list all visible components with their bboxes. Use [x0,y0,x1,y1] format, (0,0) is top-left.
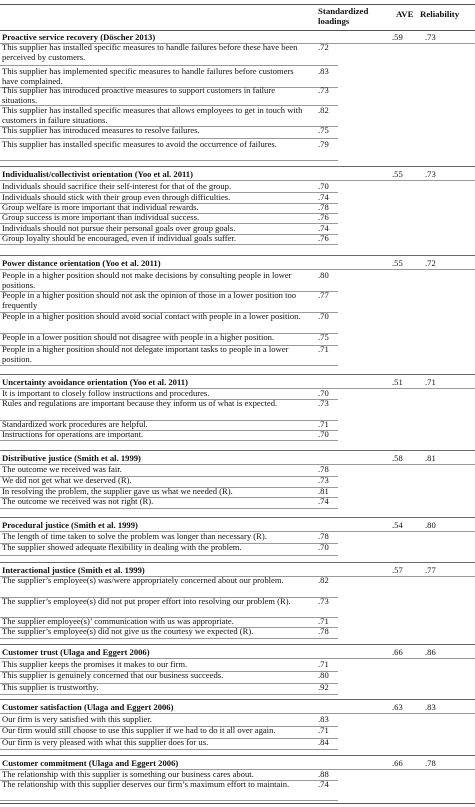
item-rule [0,638,338,639]
construct-ave: .55 [392,169,403,179]
item-loading: .71 [318,616,329,626]
header-bottom-rule [0,30,475,31]
item-loading: .73 [318,596,329,606]
item-loading: .73 [318,475,329,485]
construct-title: Proactive service recovery (Döscher 2013) [2,32,156,42]
item-loading: .71 [318,419,329,429]
section-divider [0,517,475,518]
construct-reliability: .78 [425,758,436,768]
construct-title: Distributive justice (Smith et al. 1999) [2,453,141,463]
item-text: The relationship with this supplier is something our business cares about. [2,769,254,779]
item-text: Our firm would still choose to use this supplier if we had to do it all over again. [2,725,276,735]
item-loading: .70 [318,311,329,321]
section-divider [0,166,475,167]
item-loading: .74 [318,779,329,789]
item-text: Individuals should not pursue their personal goals over group goals. [2,223,236,233]
construct-reliability: .72 [425,258,436,268]
item-text: This supplier keeps the promises it makes to our firm. [2,659,188,669]
item-text: The supplier employee(s)’ communication with us was appropriate. [2,616,234,626]
item-loading: .74 [318,223,329,233]
item-loading: .76 [318,233,329,243]
item-loading: .84 [318,737,329,747]
item-text: The outcome we received was not right (R). [2,496,154,506]
construct-ave: .55 [392,258,403,268]
item-rule [0,365,338,366]
item-loading: .71 [318,659,329,669]
item-text: Group loyalty should be encouraged, even if individual goals suffer. [2,233,236,243]
item-text: Standardized work procedures are helpful. [2,419,148,429]
item-text: The supplier’s employee(s) was/were appropriately concerned about our problem. [2,575,284,585]
item-text: This supplier is trustworthy. [2,682,99,692]
item-text: People in a higher position should not ask the opinion of those in a lower position too frequently [2,290,297,310]
item-loading: .79 [318,139,329,149]
section-divider [0,699,475,700]
item-text: Our firm is very satisfied with this supplier. [2,714,152,724]
item-loading: .70 [318,429,329,439]
construct-reliability: .81 [425,453,436,463]
item-loading: .71 [318,344,329,354]
item-loading: .88 [318,769,329,779]
item-loading: .73 [318,398,329,408]
construct-reliability: .86 [425,647,436,657]
item-text: Group success is more important than individual success. [2,212,200,222]
item-loading: .83 [318,714,329,724]
item-loading: .80 [318,670,329,680]
item-loading: .80 [318,270,329,280]
item-loading: .92 [318,682,329,692]
item-text: Individuals should stick with their group even through difficulties. [2,192,231,202]
item-text: It is important to closely follow instructions and procedures. [2,388,210,398]
item-rule [0,508,338,509]
section-divider [0,562,475,563]
item-loading: .70 [318,542,329,552]
item-text: The relationship with this supplier deserves our firm’s maximum effort to maintain. [2,779,290,789]
construct-reliability: .83 [425,702,436,712]
item-loading: .78 [318,202,329,212]
item-text: Individuals should sacrifice their self-interest for that of the group. [2,181,232,191]
item-loading: .75 [318,332,329,342]
item-loading: .78 [318,464,329,474]
section-divider [0,450,475,451]
item-text: The supplier’s employee(s) did not give us the courtesy we expected (R). [2,626,254,636]
construct-title: Customer satisfaction (Ulaga and Eggert 2006) [2,702,174,712]
item-loading: .75 [318,125,329,135]
item-text: This supplier has implemented specific measures to handle failures before customers have complained. [2,66,294,86]
item-text: Group welfare is more important that individual rewards. [2,202,199,212]
table-bottom-rule [0,803,475,804]
construct-ave: .66 [392,647,403,657]
item-rule [0,800,338,801]
item-text: This supplier has installed specific measures to handle failures before these have been perceived by customers. [2,42,298,62]
construct-ave: .51 [392,377,403,387]
item-loading: .74 [318,496,329,506]
construct-title: Customer trust (Ulaga and Eggert 2006) [2,647,150,657]
item-loading: .74 [318,192,329,202]
item-rule [0,440,338,441]
item-text: People in a higher position should not delegate important tasks to people in a lower position. [2,344,289,364]
item-text: Instructions for operations are important. [2,429,144,439]
item-loading: .76 [318,212,329,222]
item-loading: .72 [318,42,329,52]
item-text: People in a higher position should not make decisions by consulting people in lower positions. [2,270,292,290]
item-loading: .78 [318,531,329,541]
item-text: In resolving the problem, the supplier gave us what we needed (R). [2,486,233,496]
item-text: Our firm is very pleased with what this supplier does for us. [2,737,209,747]
header-loadings: Standardized loadings [318,6,369,26]
item-text: The supplier showed adequate flexibility in dealing with the problem. [2,542,242,552]
item-text: People in a lower position should not disagree with people in a higher position. [2,332,275,342]
item-text: Rules and regulations are important because they inform us of what is expected. [2,398,278,408]
item-text: The supplier’s employee(s) did not put proper effort into resolving our problem (R). [2,596,291,606]
item-text: The length of time taken to solve the problem was longer than necessary (R). [2,531,267,541]
construct-ave: .57 [392,565,403,575]
construct-ave: .66 [392,758,403,768]
item-text: This supplier has introduced measures to resolve failures. [2,125,200,135]
item-loading: .82 [318,575,329,585]
section-divider [0,374,475,375]
section-divider [0,755,475,756]
item-loading: .82 [318,105,329,115]
construct-reliability: .71 [425,377,436,387]
construct-title: Customer commitment (Ulaga and Eggert 2006) [2,758,179,768]
construct-reliability: .73 [425,32,436,42]
item-loading: .70 [318,181,329,191]
construct-reliability: .73 [425,169,436,179]
item-loading: .73 [318,85,329,95]
construct-title: Uncertainty avoidance orientation (Yoo et al. 2011) [2,377,188,387]
item-loading: .70 [318,388,329,398]
item-text: People in a higher position should avoid social contact with people in a lower position. [2,311,301,321]
table-top-rule [0,4,475,5]
construct-title: Interactional justice (Smith et al. 1999) [2,565,145,575]
construct-ave: .59 [392,32,403,42]
section-divider [0,644,475,645]
item-text: This supplier has installed specific measures to avoid the occurrence of failures. [2,139,277,149]
construct-ave: .63 [392,702,403,712]
construct-title: Individualist/collectivist orientation (Yoo et al. 2011) [2,169,193,179]
item-rule [0,749,338,750]
item-text: This supplier is genuinely concerned that our business succeeds. [2,670,224,680]
item-rule [0,694,338,695]
item-loading: .83 [318,66,329,76]
item-loading: .78 [318,626,329,636]
construct-reliability: .77 [425,565,436,575]
header-reliability: Reliability [420,9,460,19]
construct-ave: .54 [392,520,403,530]
item-rule [0,244,338,245]
item-text: We did not get what we deserved (R). [2,475,132,485]
construct-reliability: .80 [425,520,436,530]
header-ave: AVE [396,9,414,19]
item-rule [0,555,338,556]
item-text: The outcome we received was fair. [2,464,122,474]
item-text: This supplier has installed specific measures that allows employees to get in touch with customers in failure situations. [2,105,303,125]
item-rule [0,160,338,161]
item-loading: .77 [318,290,329,300]
item-loading: .71 [318,725,329,735]
section-divider [0,255,475,256]
item-loading: .81 [318,486,329,496]
construct-title: Procedural justice (Smith et al. 1999) [2,520,138,530]
item-text: This supplier has introduced proactive measures to support customers in failure situations. [2,85,276,105]
construct-title: Power distance orientation (Yoo et al. 2011) [2,258,161,268]
construct-ave: .58 [392,453,403,463]
